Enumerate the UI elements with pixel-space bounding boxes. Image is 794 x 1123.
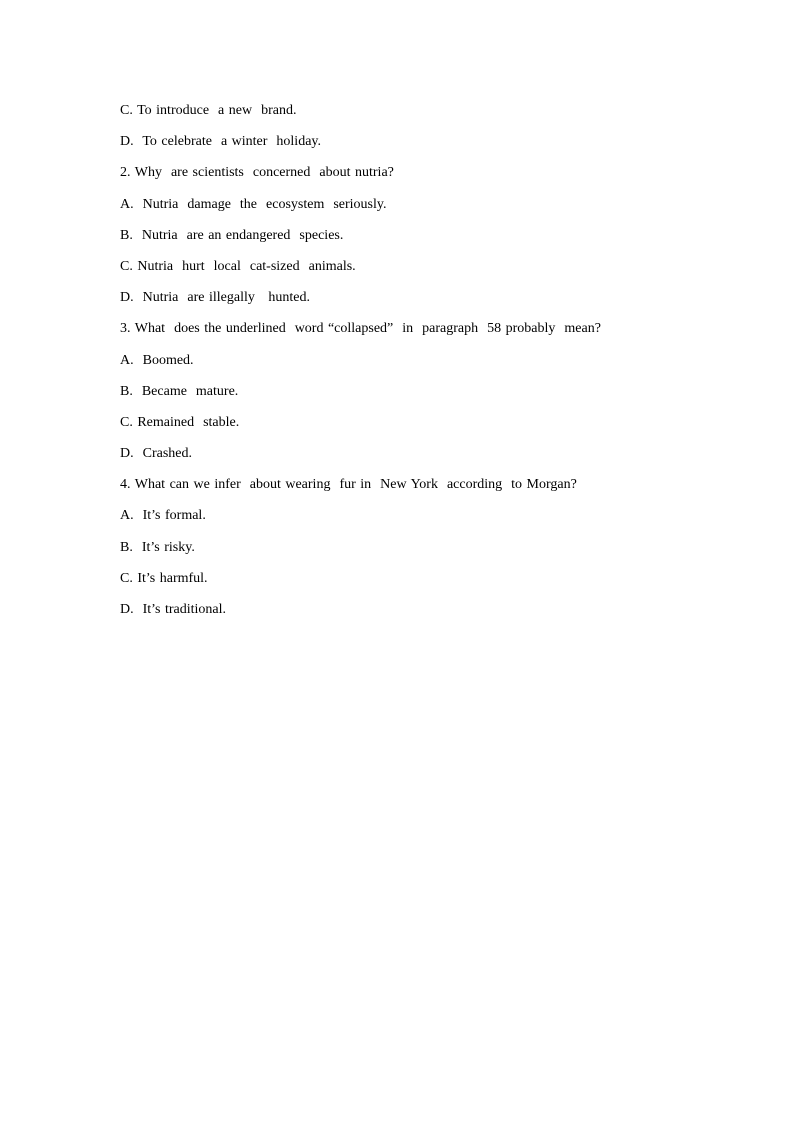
question-4: 4. What can we infer about wearing fur in New York according to Morgan? (120, 477, 577, 493)
option-2b: B. Nutria are an endangered species. (120, 227, 344, 243)
option-3a: A. Boomed. (120, 352, 194, 368)
option-4d: D. It’s traditional. (120, 602, 227, 617)
option-4a: A. It’s formal. (120, 508, 206, 524)
option-1d: D. To celebrate a winter holiday. (120, 134, 322, 150)
option-4b: B. It’s risky. (120, 539, 195, 555)
option-3c: C. Remained stable. (120, 414, 240, 430)
option-2d: D. Nutria are illegally hunted. (120, 290, 310, 306)
option-2a: A. Nutria damage the ecosystem seriously. (120, 196, 387, 212)
option-3b: B. Became mature. (120, 383, 239, 399)
option-4c: C. It’s harmful. (120, 570, 208, 586)
option-2c: C. Nutria hurt local cat-sized animals. (120, 258, 356, 274)
option-3d: D. Crashed. (120, 446, 192, 462)
option-1c: C. To introduce a new brand. (120, 103, 297, 118)
question-3: 3. What does the underlined word “collapsed” in paragraph 58 probably mean? (120, 321, 601, 337)
question-2: 2. Why are scientists concerned about nutria? (120, 165, 394, 181)
question-list (120, 101, 680, 631)
